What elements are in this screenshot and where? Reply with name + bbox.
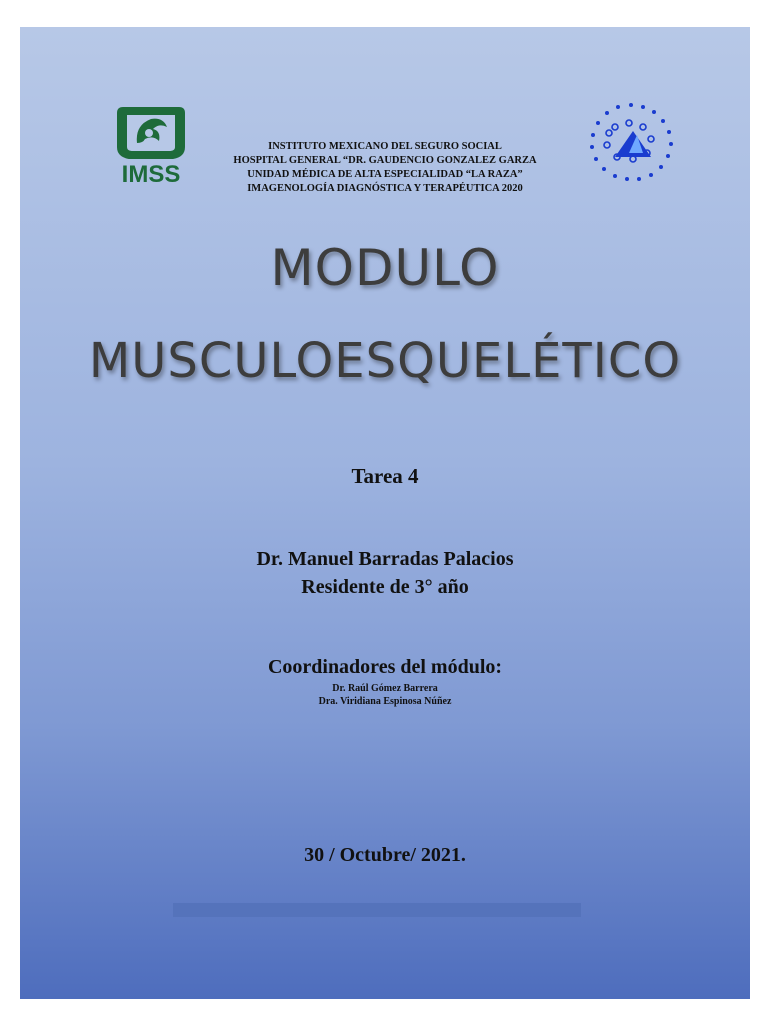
cover-date: 30 / Octubre/ 2021. — [304, 844, 466, 866]
title-line-1: MODULO — [270, 239, 500, 297]
header-line: IMAGENOLOGÍA DIAGNÓSTICA Y TERAPÉUTICA 2020 — [247, 183, 523, 194]
imss-logo — [113, 103, 189, 185]
imss-logo-text: IMSS — [121, 161, 181, 185]
header-line: UNIDAD MÉDICA DE ALTA ESPECIALIDAD “LA RAZA” — [247, 169, 523, 180]
coordinators-heading: Coordinadores del módulo: — [267, 656, 503, 678]
header-line: INSTITUTO MEXICANO DEL SEGURO SOCIAL — [268, 141, 502, 152]
radiology-society-logo — [585, 97, 677, 185]
header-line: HOSPITAL GENERAL “DR. GAUDENCIO GONZALEZ GARZA — [233, 155, 537, 166]
coordinator-name: Dra. Viridiana Espinosa Núñez — [318, 696, 452, 707]
decorative-bar — [173, 903, 581, 917]
author-name: Dr. Manuel Barradas Palacios — [256, 548, 514, 570]
author-role: Residente de 3° año — [301, 576, 469, 598]
title-line-2: MUSCULOESQUELÉTICO — [88, 333, 682, 389]
coordinator-name: Dr. Raúl Gómez Barrera — [332, 683, 438, 694]
cover-page — [20, 27, 750, 999]
institution-header — [200, 140, 570, 196]
assignment-label: Tarea 4 — [351, 464, 419, 488]
